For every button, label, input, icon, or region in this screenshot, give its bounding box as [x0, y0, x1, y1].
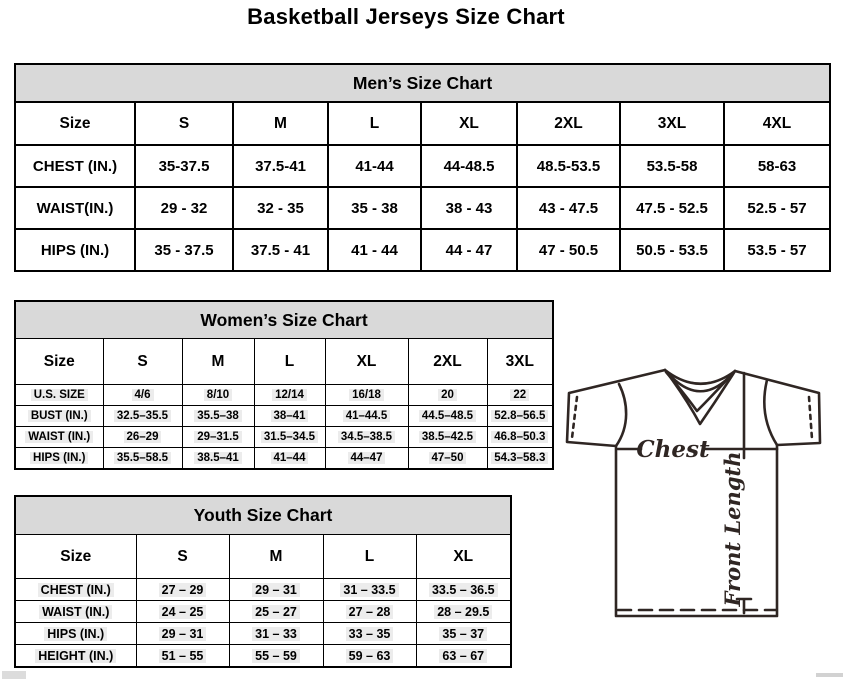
- size-value-cell: [182, 385, 254, 406]
- cell-text: WAIST (IN.): [39, 605, 112, 619]
- cell-text: 29–31.5: [194, 431, 242, 443]
- row-label: HIPS (IN.): [15, 229, 135, 271]
- womens-size-table: [14, 300, 554, 470]
- cell-text: HEIGHT (IN.): [35, 649, 116, 663]
- row-label: [15, 623, 136, 645]
- size-value-cell: [136, 645, 229, 668]
- column-header: XL: [325, 339, 408, 385]
- cell-text: 27 – 29: [159, 583, 207, 597]
- row-label: [15, 579, 136, 601]
- size-value-cell: 32 - 35: [233, 187, 328, 229]
- table-title: Men’s Size Chart: [15, 64, 830, 102]
- column-header: 2XL: [408, 339, 487, 385]
- size-value-cell: [182, 427, 254, 448]
- cell-text: 35.5–58.5: [114, 452, 171, 464]
- size-value-cell: [487, 406, 553, 427]
- column-header: Size: [15, 535, 136, 579]
- row-label: [15, 448, 103, 470]
- row-label: [15, 385, 103, 406]
- table-title-row: [15, 301, 553, 339]
- cell-text: 29 – 31: [252, 583, 300, 597]
- table-title-row: [15, 64, 830, 102]
- size-value-cell: 38 - 43: [421, 187, 517, 229]
- size-value-cell: 35 - 37.5: [135, 229, 233, 271]
- size-value-cell: 37.5-41: [233, 145, 328, 187]
- cell-text: WAIST (IN.): [25, 431, 93, 443]
- column-header: 2XL: [517, 102, 620, 145]
- size-value-cell: 29 - 32: [135, 187, 233, 229]
- column-header: S: [103, 339, 182, 385]
- mens-size-table: [14, 63, 831, 272]
- column-header: M: [229, 535, 323, 579]
- jersey-right-armhole: [764, 380, 777, 445]
- cell-text: 55 – 59: [252, 649, 300, 663]
- table-row: [15, 406, 553, 427]
- size-value-cell: 44-48.5: [421, 145, 517, 187]
- size-value-cell: [229, 601, 323, 623]
- cell-text: 59 – 63: [346, 649, 394, 663]
- size-value-cell: [487, 448, 553, 470]
- cell-text: 35 – 37: [439, 627, 487, 641]
- cell-text: 44–47: [348, 452, 386, 464]
- column-header: M: [233, 102, 328, 145]
- cell-text: 22: [510, 389, 529, 401]
- jersey-measurement-diagram: [556, 360, 842, 628]
- table-row: [15, 645, 511, 668]
- size-value-cell: [416, 601, 511, 623]
- size-header-row: [15, 102, 830, 145]
- size-value-cell: [254, 427, 325, 448]
- size-value-cell: [229, 645, 323, 668]
- column-header: L: [328, 102, 421, 145]
- page-title: Basketball Jerseys Size Chart: [247, 4, 565, 29]
- size-value-cell: [103, 385, 182, 406]
- table-row: [15, 229, 830, 271]
- table-row: [15, 579, 511, 601]
- row-label: [15, 427, 103, 448]
- cell-text: 34.5–38.5: [338, 431, 395, 443]
- size-value-cell: [416, 623, 511, 645]
- cell-text: 51 – 55: [159, 649, 207, 663]
- size-value-cell: [325, 448, 408, 470]
- size-value-cell: 41 - 44: [328, 229, 421, 271]
- size-value-cell: [103, 427, 182, 448]
- size-value-cell: [325, 385, 408, 406]
- size-value-cell: 47.5 - 52.5: [620, 187, 724, 229]
- row-label: [15, 601, 136, 623]
- table-row: [15, 427, 553, 448]
- table-row: [15, 385, 553, 406]
- size-value-cell: 58-63: [724, 145, 830, 187]
- youth-size-table: [14, 495, 512, 668]
- column-header: Size: [15, 339, 103, 385]
- size-header-row: [15, 339, 553, 385]
- size-value-cell: 35-37.5: [135, 145, 233, 187]
- table-title: Women’s Size Chart: [15, 301, 553, 339]
- size-value-cell: 50.5 - 53.5: [620, 229, 724, 271]
- cell-text: 31 – 33: [252, 627, 300, 641]
- column-header: XL: [416, 535, 511, 579]
- cell-text: 4/6: [132, 389, 154, 401]
- cell-text: 26–29: [124, 431, 162, 443]
- size-value-cell: [323, 579, 416, 601]
- cell-text: 31 – 33.5: [340, 583, 398, 597]
- cell-text: U.S. SIZE: [31, 389, 88, 401]
- size-value-cell: [408, 406, 487, 427]
- size-value-cell: 53.5-58: [620, 145, 724, 187]
- row-label: [15, 645, 136, 668]
- size-value-cell: [323, 623, 416, 645]
- jersey-right-cuff-dashed-line: [809, 397, 812, 439]
- row-label: WAIST(IN.): [15, 187, 135, 229]
- size-value-cell: [408, 427, 487, 448]
- size-value-cell: [254, 385, 325, 406]
- cell-text: 33 – 35: [346, 627, 394, 641]
- table-row: [15, 623, 511, 645]
- table-row: [15, 145, 830, 187]
- column-header: S: [136, 535, 229, 579]
- column-header: 4XL: [724, 102, 830, 145]
- cell-text: 16/18: [349, 389, 384, 401]
- size-value-cell: [416, 579, 511, 601]
- size-value-cell: [229, 623, 323, 645]
- cell-text: HIPS (IN.): [44, 627, 107, 641]
- column-header: S: [135, 102, 233, 145]
- size-value-cell: 44 - 47: [421, 229, 517, 271]
- cell-text: 8/10: [204, 389, 232, 401]
- size-value-cell: 37.5 - 41: [233, 229, 328, 271]
- size-value-cell: [408, 448, 487, 470]
- cell-text: 25 – 27: [252, 605, 300, 619]
- front-length-label: Front Length: [720, 451, 745, 607]
- cell-text: 41–44.5: [343, 410, 391, 422]
- cell-text: 29 – 31: [159, 627, 207, 641]
- size-value-cell: [408, 385, 487, 406]
- size-value-cell: [182, 448, 254, 470]
- size-value-cell: [136, 579, 229, 601]
- row-label: [15, 406, 103, 427]
- size-value-cell: 53.5 - 57: [724, 229, 830, 271]
- size-value-cell: 41-44: [328, 145, 421, 187]
- cell-text: 46.8–50.3: [491, 431, 548, 443]
- cell-text: 32.5–35.5: [114, 410, 171, 422]
- size-value-cell: 47 - 50.5: [517, 229, 620, 271]
- cell-text: HIPS (IN.): [30, 452, 88, 464]
- size-value-cell: [182, 406, 254, 427]
- cell-text: 41–44: [271, 452, 309, 464]
- table-row: [15, 187, 830, 229]
- page-fragment-bottom-right: [816, 673, 843, 677]
- cell-text: 20: [438, 389, 457, 401]
- cell-text: 38–41: [271, 410, 309, 422]
- size-value-cell: [229, 579, 323, 601]
- cell-text: 27 – 28: [346, 605, 394, 619]
- table-title: Youth Size Chart: [15, 496, 511, 535]
- size-value-cell: [254, 406, 325, 427]
- size-value-cell: [103, 406, 182, 427]
- size-value-cell: [103, 448, 182, 470]
- cell-text: 63 – 67: [439, 649, 487, 663]
- size-value-cell: [323, 601, 416, 623]
- size-value-cell: [136, 601, 229, 623]
- cell-text: BUST (IN.): [28, 410, 91, 422]
- size-value-cell: [325, 427, 408, 448]
- column-header: L: [254, 339, 325, 385]
- size-header-row: [15, 535, 511, 579]
- size-value-cell: [136, 623, 229, 645]
- cell-text: 31.5–34.5: [261, 431, 318, 443]
- cell-text: 38.5–41: [194, 452, 242, 464]
- column-header: XL: [421, 102, 517, 145]
- cell-text: 12/14: [272, 389, 307, 401]
- column-header: 3XL: [487, 339, 553, 385]
- table-title-row: [15, 496, 511, 535]
- table-row: [15, 601, 511, 623]
- jersey-left-armhole: [616, 384, 626, 446]
- jersey-left-cuff-dashed-line: [572, 397, 577, 438]
- cell-text: 47–50: [429, 452, 467, 464]
- cell-text: CHEST (IN.): [38, 583, 114, 597]
- cell-text: 35.5–38: [194, 410, 242, 422]
- size-value-cell: [487, 385, 553, 406]
- size-value-cell: 43 - 47.5: [517, 187, 620, 229]
- cell-text: 33.5 – 36.5: [429, 583, 498, 597]
- size-value-cell: 35 - 38: [328, 187, 421, 229]
- cell-text: 44.5–48.5: [419, 410, 476, 422]
- size-value-cell: 48.5-53.5: [517, 145, 620, 187]
- size-value-cell: [487, 427, 553, 448]
- size-value-cell: [254, 448, 325, 470]
- size-value-cell: 52.5 - 57: [724, 187, 830, 229]
- cell-text: 28 – 29.5: [434, 605, 492, 619]
- chest-label: Chest: [636, 436, 710, 463]
- cell-text: 38.5–42.5: [419, 431, 476, 443]
- row-label: CHEST (IN.): [15, 145, 135, 187]
- column-header: 3XL: [620, 102, 724, 145]
- cell-text: 24 – 25: [159, 605, 207, 619]
- table-row: [15, 448, 553, 470]
- cell-text: 54.3–58.3: [491, 452, 548, 464]
- column-header: Size: [15, 102, 135, 145]
- size-value-cell: [323, 645, 416, 668]
- column-header: L: [323, 535, 416, 579]
- page-fragment-bottom-left: [2, 671, 26, 679]
- column-header: M: [182, 339, 254, 385]
- size-value-cell: [416, 645, 511, 668]
- cell-text: 52.8–56.5: [491, 410, 548, 422]
- size-value-cell: [325, 406, 408, 427]
